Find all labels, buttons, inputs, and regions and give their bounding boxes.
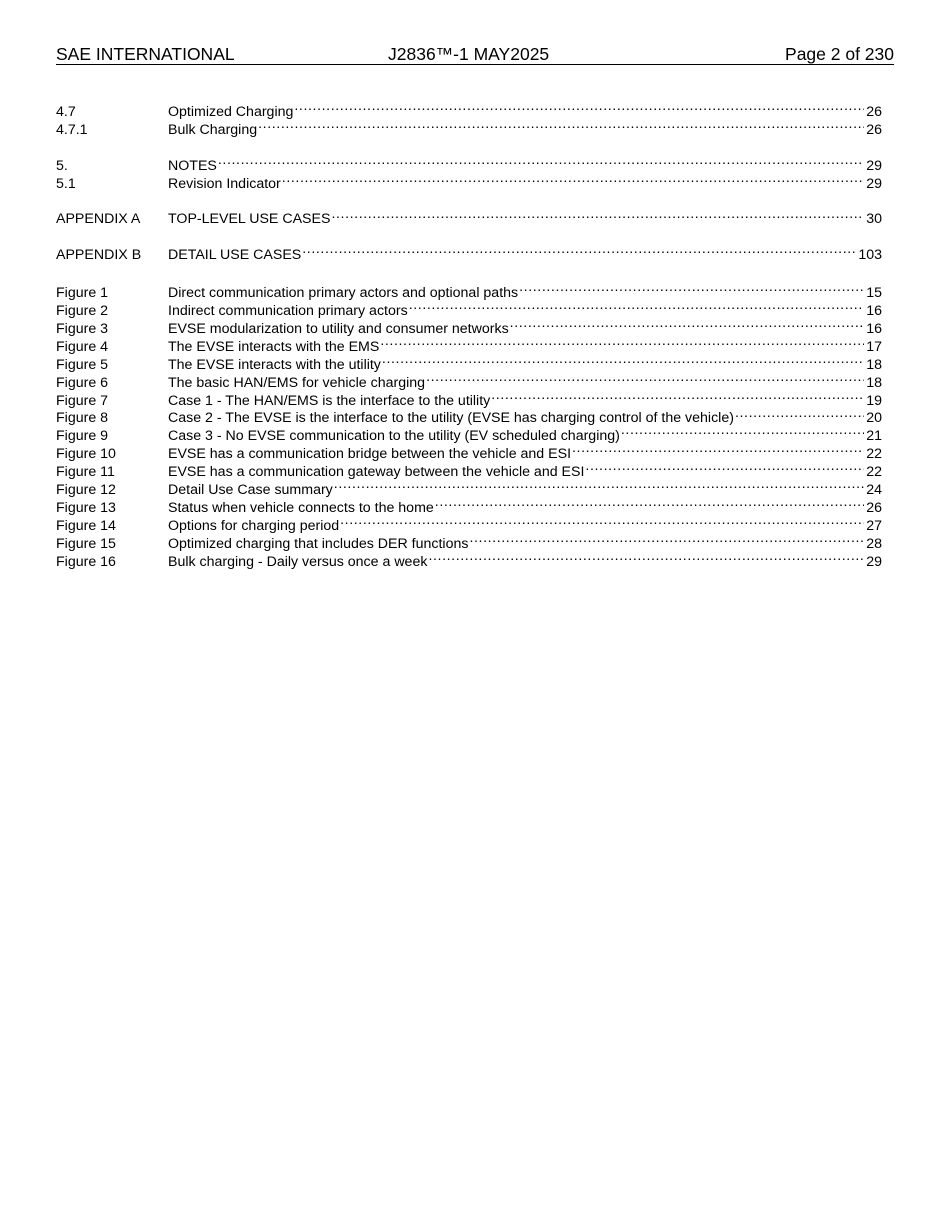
figure-title: EVSE has a communication gateway between the vehicle and ESI: [168, 464, 585, 481]
dot-leader: [334, 476, 864, 494]
dot-leader: [331, 206, 864, 224]
dot-leader: [510, 315, 865, 333]
dot-leader: [428, 548, 864, 566]
dot-leader: [585, 458, 864, 476]
figure-number: Figure 13: [56, 499, 116, 516]
dot-leader: [621, 422, 864, 440]
figure-title: Case 1 - The HAN/EMS is the interface to the utility: [168, 392, 491, 409]
toc-entry-number: APPENDIX B: [56, 247, 142, 264]
dot-leader: [340, 512, 864, 530]
toc-entry-page: 29: [866, 175, 882, 192]
figure-page: 26: [866, 499, 882, 516]
figure-number: Figure 8: [56, 410, 109, 427]
toc-group-notes: [56, 152, 882, 192]
toc-entry-number: 5.: [56, 157, 68, 174]
toc-entry-title: TOP-LEVEL USE CASES: [168, 211, 331, 228]
figure-number: Figure 10: [56, 446, 116, 463]
figure-number: Figure 9: [56, 428, 109, 445]
toc-entry-number: 5.1: [56, 175, 76, 192]
dot-leader: [409, 297, 865, 315]
figure-title: Options for charging period: [168, 517, 340, 534]
figure-title: Optimized charging that includes DER functions: [168, 535, 469, 552]
toc-entry-title: Optimized Charging: [168, 103, 294, 120]
header-organization: SAE INTERNATIONAL: [56, 44, 235, 64]
figure-title: The EVSE interacts with the utility: [168, 356, 381, 373]
figure-page: 18: [866, 356, 882, 373]
toc-entry[interactable]: [56, 206, 882, 228]
dot-leader: [294, 98, 864, 116]
dot-leader: [469, 530, 864, 548]
dot-leader: [435, 494, 864, 512]
figure-number: Figure 15: [56, 535, 116, 552]
figure-number: Figure 3: [56, 321, 109, 338]
figure-number: Figure 4: [56, 338, 109, 355]
figure-title: Indirect communication primary actors: [168, 303, 408, 320]
figure-title: EVSE has a communication bridge between the vehicle and ESI: [168, 446, 572, 463]
figure-page: 16: [866, 321, 882, 338]
figure-title: Direct communication primary actors and optional paths: [168, 285, 519, 302]
figure-page: 15: [866, 285, 882, 302]
header-page-label: Page 2 of 230: [785, 44, 894, 64]
figure-number: Figure 16: [56, 553, 116, 570]
figure-entry[interactable]: [56, 279, 882, 302]
figure-number: Figure 12: [56, 482, 116, 499]
figure-number: Figure 2: [56, 303, 109, 320]
toc-group-optimized-charging: [56, 98, 882, 138]
figure-page: 19: [866, 392, 882, 409]
figure-title: EVSE modularization to utility and consumer networks: [168, 321, 509, 338]
table-of-contents: [56, 98, 882, 570]
figure-number: Figure 14: [56, 517, 116, 534]
figure-number: Figure 6: [56, 374, 109, 391]
toc-group-appendix-b: [56, 241, 882, 264]
figure-number: Figure 1: [56, 285, 109, 302]
toc-entry-title: Bulk Charging: [168, 121, 258, 138]
figure-page: 17: [866, 338, 882, 355]
figure-number: Figure 5: [56, 356, 109, 373]
toc-entry-page: 26: [866, 121, 882, 138]
toc-entry-number: 4.7.1: [56, 121, 88, 138]
dot-leader: [218, 152, 864, 170]
toc-entry-number: APPENDIX A: [56, 211, 141, 228]
figure-page: 20: [866, 410, 882, 427]
header-document-id: J2836™-1 MAY2025: [388, 44, 550, 64]
toc-entry-page: 103: [858, 247, 882, 264]
dot-leader: [426, 369, 864, 387]
figure-page: 21: [866, 428, 882, 445]
figure-page: 27: [866, 517, 882, 534]
page-header: [56, 44, 894, 65]
toc-entry-title: DETAIL USE CASES: [168, 247, 302, 264]
dot-leader: [572, 440, 864, 458]
figure-number: Figure 11: [56, 464, 115, 481]
dot-leader: [380, 333, 864, 351]
figure-title: Bulk charging - Daily versus once a week: [168, 553, 428, 570]
dot-leader: [302, 241, 856, 259]
toc-entry[interactable]: [56, 152, 882, 174]
figure-page: 22: [866, 446, 882, 463]
toc-entry-page: 29: [866, 157, 882, 174]
toc-entry-page: 30: [866, 211, 882, 228]
list-of-figures: [56, 279, 882, 570]
toc-entry-title: NOTES: [168, 157, 217, 174]
toc-entry-page: 26: [866, 103, 882, 120]
figure-title: Case 2 - The EVSE is the interface to the utility (EVSE has charging control of the vehicle): [168, 410, 734, 427]
dot-leader: [282, 170, 864, 188]
figure-number: Figure 7: [56, 392, 109, 409]
dot-leader: [258, 116, 864, 134]
toc-entry[interactable]: [56, 98, 882, 120]
figure-page: 18: [866, 374, 882, 391]
figure-page: 22: [866, 464, 882, 481]
dot-leader: [382, 351, 864, 369]
dot-leader: [519, 279, 864, 297]
figure-page: 29: [866, 553, 882, 570]
toc-entry-title: Revision Indicator: [168, 175, 281, 192]
toc-entry[interactable]: [56, 241, 882, 264]
figure-title: Status when vehicle connects to the home: [168, 499, 434, 516]
figure-page: 16: [866, 303, 882, 320]
dot-leader: [491, 387, 864, 405]
figure-title: The basic HAN/EMS for vehicle charging: [168, 374, 426, 391]
figure-page: 24: [866, 482, 882, 499]
dot-leader: [735, 405, 864, 423]
figure-page: 28: [866, 535, 882, 552]
figure-title: The EVSE interacts with the EMS: [168, 338, 380, 355]
figure-title: Detail Use Case summary: [168, 482, 333, 499]
toc-entry-number: 4.7: [56, 103, 76, 120]
toc-group-appendix-a: [56, 206, 882, 228]
figure-title: Case 3 - No EVSE communication to the utility (EV scheduled charging): [168, 428, 620, 445]
